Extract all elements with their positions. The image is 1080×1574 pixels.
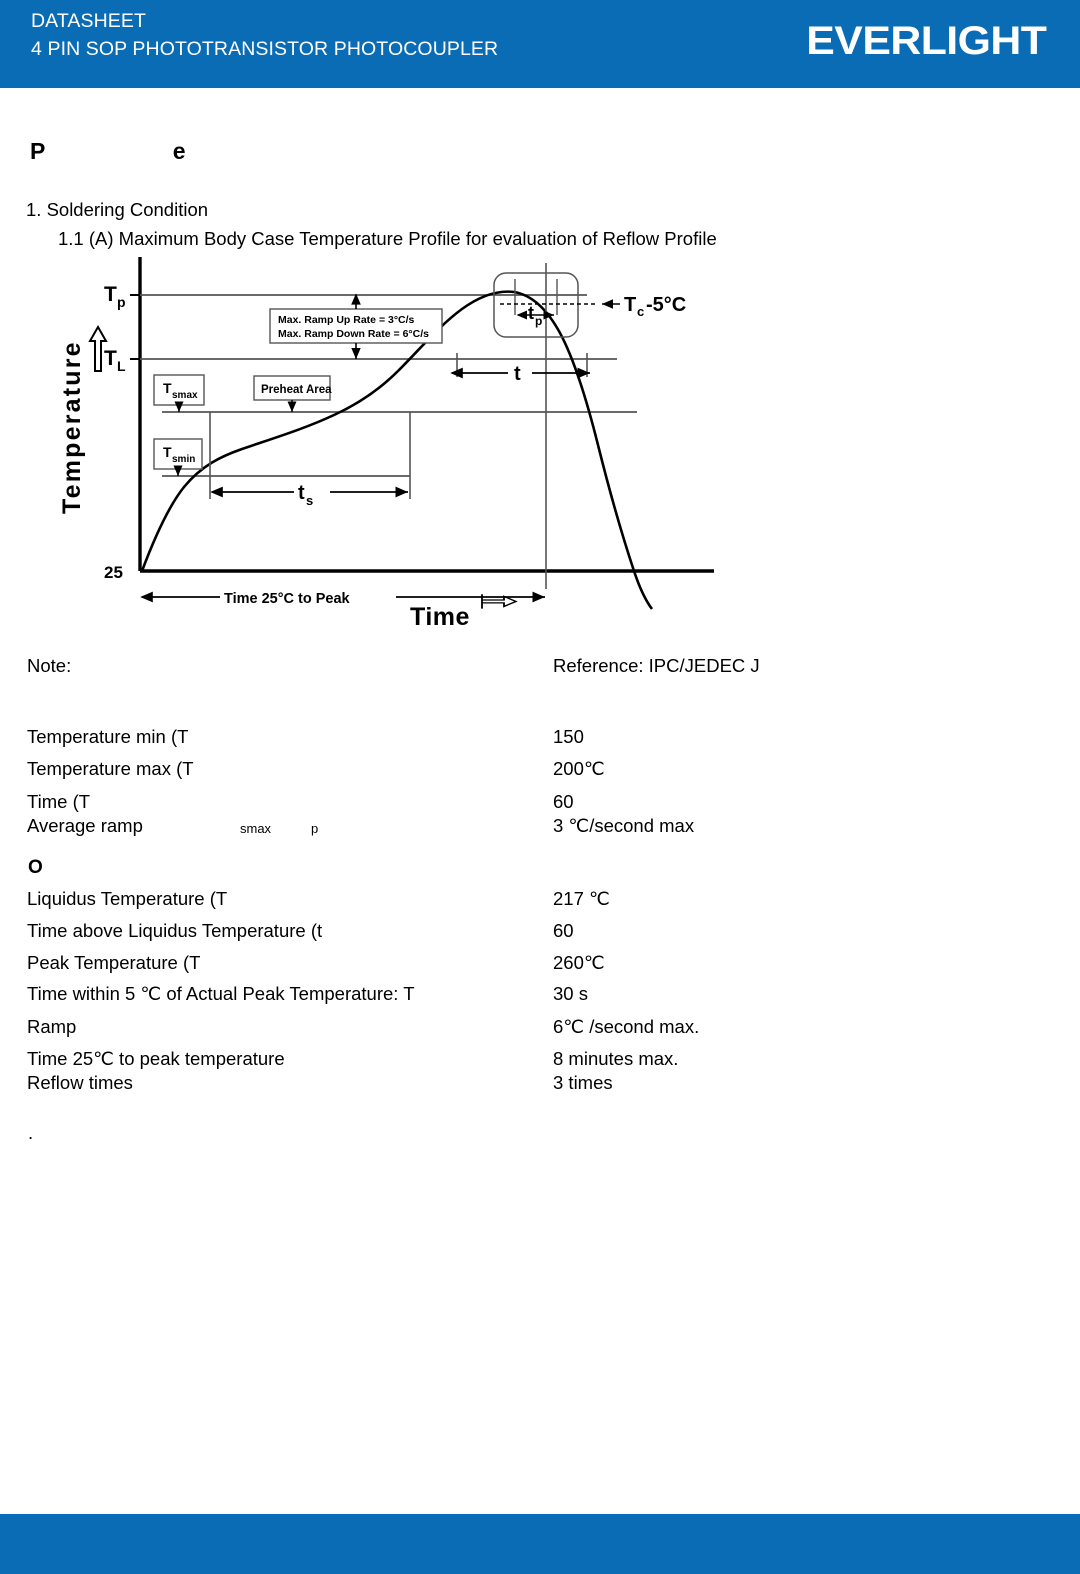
spec-value-reflow-times: 3 times: [553, 1072, 613, 1093]
svg-text:-5°C: -5°C: [646, 294, 687, 316]
svg-text:L: L: [117, 358, 126, 374]
spec-label-time-25c-to-peak: Time 25℃ to peak temperature: [27, 1048, 285, 1069]
spec-label-reflow-times: Reflow times: [27, 1072, 133, 1093]
spec-label-ramp: Ramp: [27, 1016, 77, 1037]
svg-text:smin: smin: [172, 454, 196, 465]
svg-text:T: T: [104, 283, 117, 306]
spec-value-time: 60: [553, 791, 574, 812]
spec-value-ramp: 6℃ /second max.: [553, 1016, 700, 1037]
svg-text:s: s: [306, 493, 314, 508]
spec-value-average-ramp: 3 ℃/second max: [553, 815, 695, 836]
svg-text:T: T: [163, 380, 172, 396]
svg-text:Max. Ramp Down Rate = 6°C/s: Max. Ramp Down Rate = 6°C/s: [278, 328, 429, 340]
spec-value-liquidus-temperature: 217 ℃: [553, 888, 610, 909]
header-doc-type: DATASHEET: [31, 10, 147, 32]
svg-text:Temperature: Temperature: [58, 340, 86, 514]
spec-value-time-above-liquidus: 60: [553, 920, 574, 941]
svg-text:t: t: [514, 363, 521, 385]
section-soldering-condition: 1. Soldering Condition: [26, 199, 209, 220]
spec-value-time-within-5c: 30 s: [553, 983, 588, 1004]
spec-label-time-within-5c: Time within 5 ℃ of Actual Peak Temperature: T: [27, 983, 415, 1004]
svg-text:T: T: [163, 444, 172, 460]
page-title: P e: [30, 138, 186, 164]
spec-label-temperature-max: Temperature max (T: [27, 758, 194, 779]
svg-text:t: t: [528, 303, 534, 323]
spec-label-time: Time (T: [27, 791, 91, 812]
note-reference: Reference: IPC/JEDEC J: [553, 655, 760, 676]
note-label: Note:: [27, 655, 72, 676]
section-reflow-profile-subtitle: 1.1 (A) Maximum Body Case Temperature Profile for evaluation of Reflow Profile: [58, 228, 717, 249]
svg-text:Max. Ramp Up Rate = 3°C/s: Max. Ramp Up Rate = 3°C/s: [278, 314, 415, 326]
spec-value-time-25c-to-peak: 8 minutes max.: [553, 1048, 679, 1069]
everlight-logo: EVERLIGHT: [805, 19, 1046, 63]
svg-text:25: 25: [104, 563, 123, 582]
svg-text:t: t: [298, 482, 305, 504]
stray-subscript-p: p: [311, 821, 319, 836]
svg-text:p: p: [535, 314, 543, 328]
spec-value-temperature-max: 200℃: [553, 758, 605, 779]
spec-label-liquidus-temperature: Liquidus Temperature (T: [27, 888, 228, 909]
header-product-name: 4 PIN SOP PHOTOTRANSISTOR PHOTOCOUPLER: [31, 37, 499, 60]
svg-text:T: T: [104, 347, 117, 370]
reflow-temperature-profile-chart: [42, 249, 722, 629]
svg-text:Preheat Area: Preheat Area: [261, 384, 332, 396]
svg-text:Time 25°C to Peak: Time 25°C to Peak: [224, 591, 350, 607]
spec-value-peak-temperature: 260℃: [553, 952, 605, 973]
spec-label-temperature-min: Temperature min (T: [27, 726, 189, 747]
svg-text:T: T: [624, 294, 637, 316]
group-heading: O: [28, 857, 43, 878]
header-title-block: [31, 8, 498, 63]
svg-text:Time: Time: [410, 603, 470, 629]
trailing-text: .: [28, 1122, 34, 1143]
stray-subscript-smax: smax: [240, 821, 272, 836]
svg-text:smax: smax: [172, 390, 198, 401]
page-footer-bar: [0, 1514, 1080, 1574]
svg-text:p: p: [117, 294, 126, 310]
spec-label-time-above-liquidus: Time above Liquidus Temperature (t: [27, 920, 323, 941]
svg-text:c: c: [637, 304, 645, 319]
spec-label-average-ramp: Average ramp: [27, 815, 143, 836]
spec-label-peak-temperature: Peak Temperature (T: [27, 952, 201, 973]
spec-value-temperature-min: 150: [553, 726, 584, 747]
